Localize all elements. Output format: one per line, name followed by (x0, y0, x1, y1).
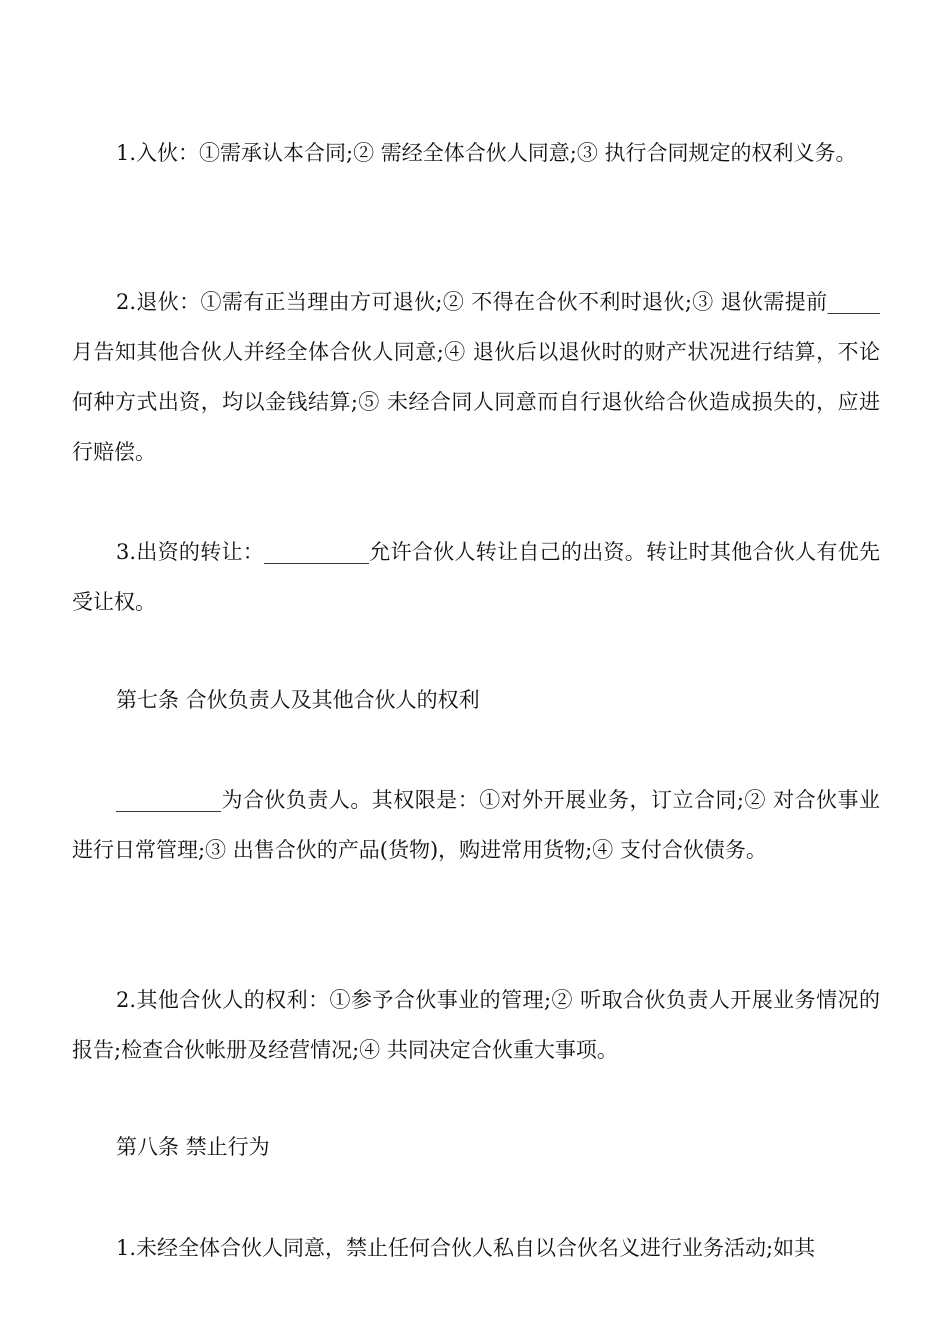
clause-capital-transfer: 3.出资的转让：__________允许合伙人转让自己的出资。转让时其他合伙人有优先受让权。 (72, 540, 880, 614)
clause-joining-partnership: 1.入伙：①需承认本合同;② 需经全体合伙人同意;③ 执行合同规定的权利义务。 (116, 141, 857, 165)
clause-other-partners-rights: 2.其他合伙人的权利：①参予合伙事业的管理;② 听取合伙负责人开展业务情况的报告;检查合伙帐册及经营情况;④ 共同决定合伙重大事项。 (72, 988, 880, 1062)
clause-partner-in-charge: __________为合伙负责人。其权限是：①对外开展业务，订立合同;② 对合伙事业进行日常管理;③ 出售合伙的产品(货物)，购进常用货物;④ 支付合伙债务。 (72, 788, 880, 862)
clause-withdrawal: 2.退伙：①需有正当理由方可退伙;② 不得在合伙不利时退伙;③ 退伙需提前_____月告知其他合伙人并经全体合伙人同意;④ 退伙后以退伙时的财产状况进行结算，不论何种方式出资，均以金钱结算;⑤ 未经合同人同意而自行退伙给合伙造成损失的，应进行赔偿。 (72, 290, 880, 464)
clause-prohibited-acts: 1.未经全体合伙人同意，禁止任何合伙人私自以合伙名义进行业务活动;如其 (116, 1236, 816, 1260)
article-eight-heading: 第八条 禁止行为 (116, 1135, 270, 1159)
article-seven-heading: 第七条 合伙负责人及其他合伙人的权利 (116, 688, 480, 712)
